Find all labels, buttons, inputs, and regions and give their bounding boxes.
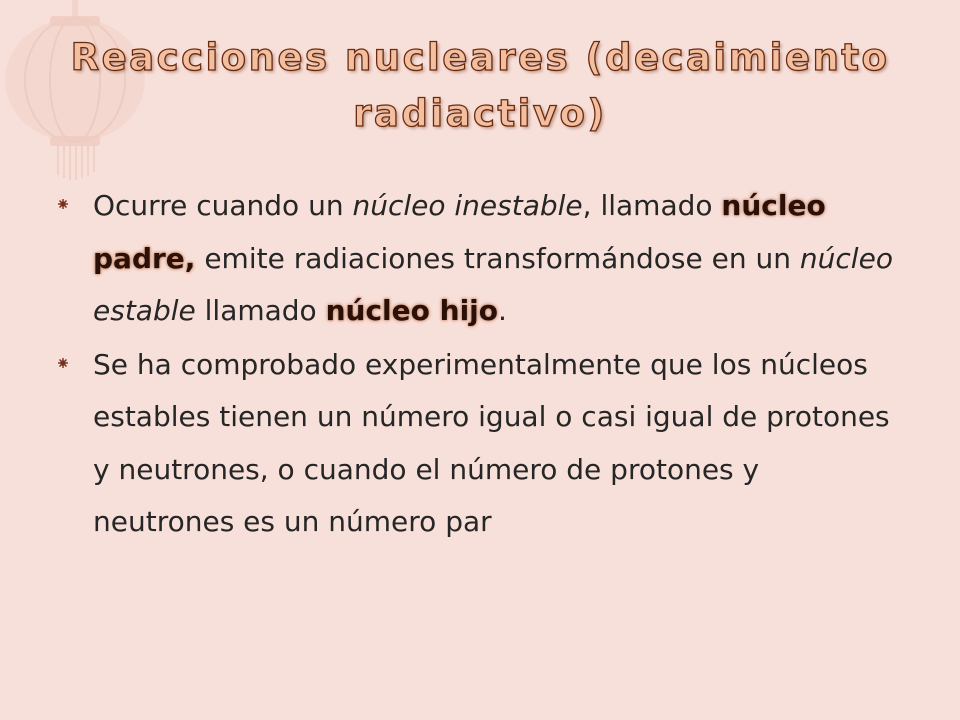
bullet-item-2 xyxy=(55,339,905,549)
bullet-list xyxy=(55,180,905,550)
term-nucleo-padre: núcleo padre, xyxy=(93,189,826,275)
bullet-1-text: Ocurre cuando un núcleo inestable, llamado núcleo padre, emite radiaciones transformándose en un núcleo estable llamado núcleo hijo. xyxy=(93,189,893,327)
bullet-2-text: Se ha comprobado experimentalmente que los núcleos estables tienen un número igual o casi igual de protones y neutrones, o cuando el número de protones y neutrones es un número par xyxy=(93,347,890,538)
term-nucleo-inestable: núcleo inestable xyxy=(352,189,583,222)
bullet-marker-icon xyxy=(58,358,68,368)
term-nucleo-hijo: núcleo hijo xyxy=(325,294,498,327)
term-nucleo-estable: núcleo estable xyxy=(93,241,893,327)
bullet-item-1 xyxy=(55,180,905,338)
title-line-2: radiactivo) xyxy=(353,92,607,135)
bullet-marker-icon xyxy=(58,199,68,209)
title-line-1: Reacciones nucleares (decaimiento xyxy=(70,36,890,79)
slide-title xyxy=(40,30,920,142)
